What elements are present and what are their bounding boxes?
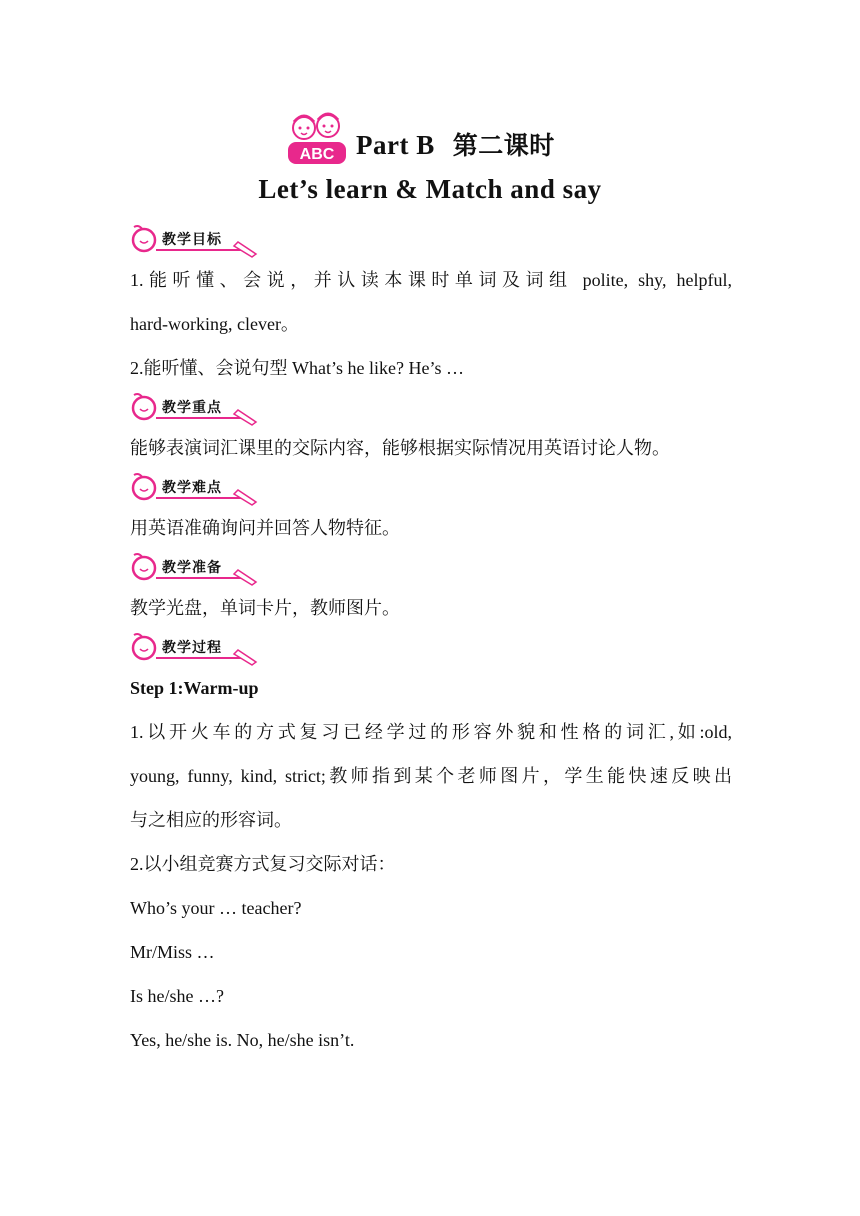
dialogue-line-2: Mr/Miss …: [130, 942, 215, 962]
logo-text: ABC: [299, 146, 335, 163]
section-heading-key-points: [130, 390, 732, 426]
section-heading-objectives: [130, 222, 732, 258]
objective-line-2: hard-working, clever。: [130, 314, 299, 334]
section-label: 教学难点: [162, 480, 222, 496]
lesson-header: [0, 104, 860, 204]
dialogue-line-1: Who’s your … teacher?: [130, 898, 302, 918]
section-label: 教学过程: [162, 640, 222, 656]
difficulty-line: 用英语准确询问并回答人物特征。: [130, 518, 400, 538]
process-line-4: 2.以小组竞赛方式复习交际对话：: [130, 854, 396, 874]
process-line-3: 与之相应的形容词。: [130, 810, 292, 830]
section-heading-difficulties: [130, 470, 732, 506]
key-point-line: 能够表演词汇课里的交际内容，能够根据实际情况用英语讨论人物。: [130, 438, 670, 458]
process-line-2: young, funny, kind, strict;教师指到某个老师图片，学生能快速反映出: [130, 766, 732, 786]
section-label: 教学准备: [162, 560, 222, 576]
section-label: 教学重点: [162, 400, 222, 416]
dialogue-line-4: Yes, he/she is. No, he/she isn’t.: [130, 1030, 355, 1050]
preparation-line: 教学光盘，单词卡片，教师图片。: [130, 598, 400, 618]
part-label: Part B: [356, 130, 435, 160]
title-line-1: [0, 104, 860, 164]
lesson-content: [130, 222, 732, 1062]
section-heading-process: [130, 630, 732, 666]
dialogue-line-3: Is he/she …?: [130, 986, 224, 1006]
lesson-number-cn: 第二课时: [452, 131, 555, 160]
process-line-1: 1.以开火车的方式复习已经学过的形容外貌和性格的词汇,如:old,: [130, 722, 732, 742]
objective-line-3: 2.能听懂、会说句型 What’s he like? He’s …: [130, 358, 464, 378]
abc-kids-logo: [284, 110, 354, 168]
section-heading-preparation: [130, 550, 732, 586]
step-title: Step 1:Warm-up: [130, 678, 259, 698]
section-label: 教学目标: [162, 232, 222, 248]
objective-line-1: 1.能听懂、会说，并认读本课时单词及词组 polite, shy, helpful,: [130, 270, 732, 290]
part-title: [356, 126, 555, 162]
lesson-subtitle: Let’s learn & Match and say: [258, 174, 602, 204]
